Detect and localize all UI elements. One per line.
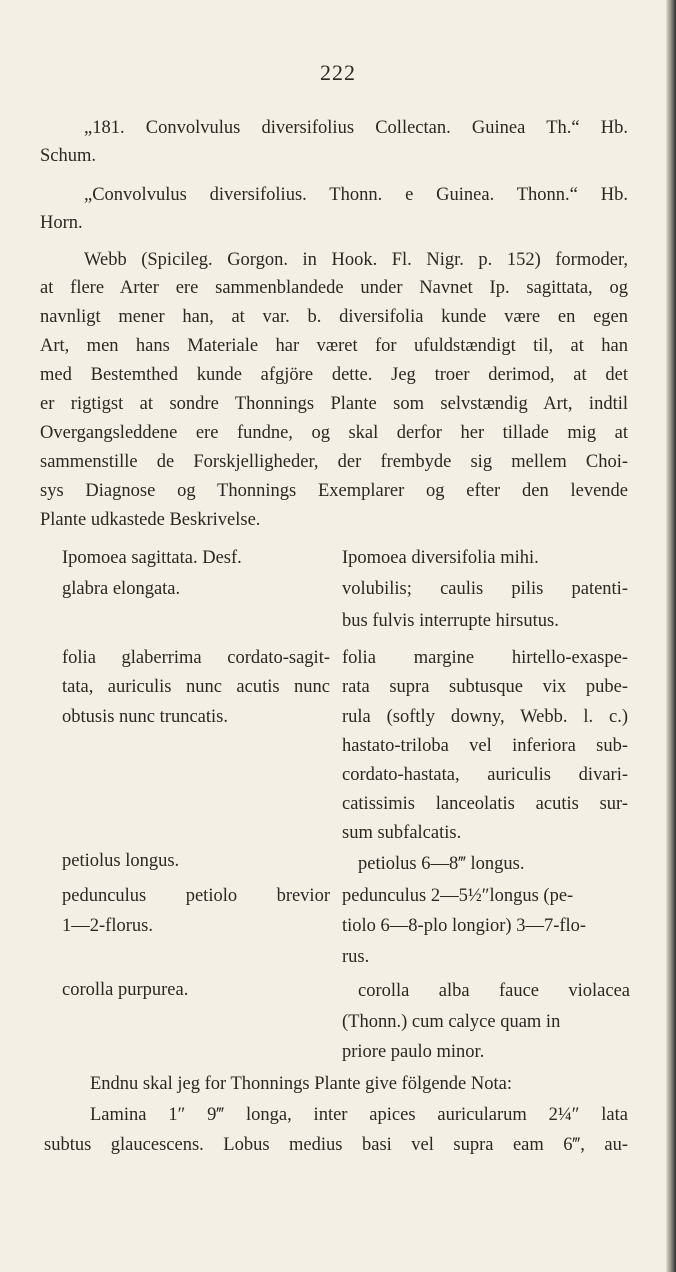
right-column-folia-line: folia margine hirtello-exaspe- (342, 648, 628, 668)
right-column-folia-line: rata supra subtusque vix pube- (342, 677, 628, 697)
paragraph-4-line: Endnu skal jeg for Thonnings Plante give fölgende Nota: (90, 1074, 512, 1094)
paragraph-1-line: Schum. (40, 146, 97, 166)
right-column-folia-line: rula (softly downy, Webb. l. c.) (342, 707, 628, 727)
left-column-corolla: corolla purpurea. (62, 980, 189, 1000)
left-column-pedunculus-line: pedunculus petiolo brevior (62, 886, 330, 906)
paragraph-3-line: Overgangsleddene ere fundne, og skal derfor her tillade mig at (40, 423, 628, 443)
left-column-folia-line: tata, auriculis nunc acutis nunc (62, 677, 330, 697)
left-column-title: Ipomoea sagittata. Desf. (62, 548, 242, 568)
right-column-pedunculus-line: pedunculus 2—5½″longus (pe- (342, 886, 574, 906)
paragraph-3-line: Plante udkastede Beskrivelse. (40, 510, 261, 530)
page-number: 222 (320, 60, 356, 85)
paragraph-3-line: Art, men hans Materiale har været for ufuldstændigt til, at han (40, 336, 628, 356)
paragraph-2-line: Horn. (40, 213, 83, 233)
left-column-petiolus: petiolus longus. (62, 851, 180, 871)
paragraph-4-line: subtus glaucescens. Lobus medius basi vel supra eam 6‴, au- (44, 1135, 628, 1155)
paragraph-4-line: Lamina 1″ 9‴ longa, inter apices auricularum 2¼″ lata (90, 1105, 628, 1125)
paragraph-3-line: med Bestemthed kunde afgjöre dette. Jeg troer derimod, at det (40, 365, 628, 385)
right-column-title: Ipomoea diversifolia mihi. (342, 548, 539, 568)
right-column-corolla-line: (Thonn.) cum calyce quam in (342, 1012, 561, 1032)
right-column-pedunculus-line: rus. (342, 947, 370, 967)
page-edge-shadow (666, 0, 676, 1272)
right-column-folia-line: sum subfalcatis. (342, 823, 462, 843)
left-column-pedunculus-line: 1—2-florus. (62, 916, 153, 936)
paragraph-3-line: at flere Arter ere sammenblandede under Navnet Ip. sagittata, og (40, 278, 628, 298)
right-column-petiolus: petiolus 6—8‴ longus. (358, 854, 525, 874)
right-column-folia-line: cordato-hastata, auriculis divari- (342, 765, 628, 785)
right-column-corolla-line: corolla alba fauce violacea (358, 981, 630, 1001)
paragraph-3-line: sammenstille de Forskjelligheder, der frembyde sig mellem Choi- (40, 452, 628, 472)
paragraph-2-line: „Convolvulus diversifolius. Thonn. e Guinea. Thonn.“ Hb. (84, 185, 628, 205)
paragraph-1-line: „181. Convolvulus diversifolius Collectan. Guinea Th.“ Hb. (84, 118, 628, 138)
left-column-folia-line: obtusis nunc truncatis. (62, 707, 228, 727)
right-column-habit-line: bus fulvis interrupte hirsutus. (342, 611, 559, 631)
left-column-habit: glabra elongata. (62, 579, 181, 599)
right-column-corolla-line: priore paulo minor. (342, 1042, 485, 1062)
left-column-folia-line: folia glaberrima cordato-sagit- (62, 648, 330, 668)
right-column-pedunculus-line: tiolo 6—8-plo longior) 3—7-flo- (342, 916, 587, 936)
paragraph-3-line: Webb (Spicileg. Gorgon. in Hook. Fl. Nigr. p. 152) formoder, (84, 250, 628, 270)
paragraph-3-line: navnligt mener han, at var. b. diversifolia kunde være en egen (40, 307, 628, 327)
right-column-folia-line: catissimis lanceolatis acutis sur- (342, 794, 628, 814)
paragraph-3-line: sys Diagnose og Thonnings Exemplarer og efter den levende (40, 481, 628, 501)
right-column-habit-line: volubilis; caulis pilis patenti- (342, 579, 628, 599)
paragraph-3-line: er rigtigst at sondre Thonnings Plante som selvstændig Art, indtil (40, 394, 628, 414)
right-column-folia-line: hastato-triloba vel inferiora sub- (342, 736, 628, 756)
